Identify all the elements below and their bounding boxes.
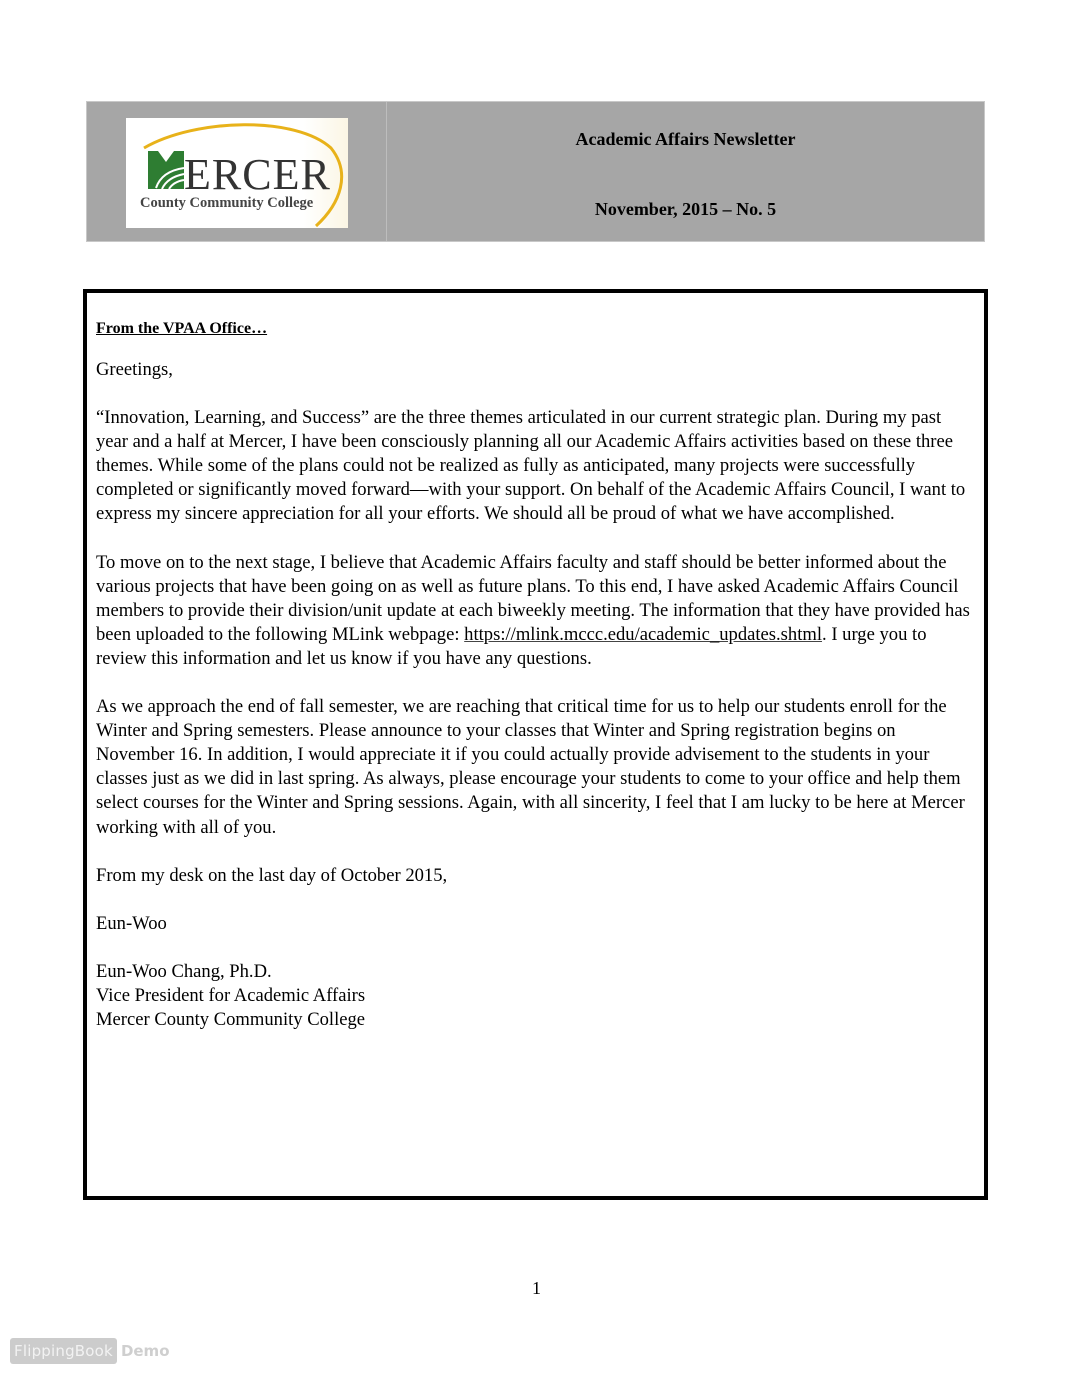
logo-wordmark: ERCER: [184, 150, 331, 199]
logo-subtitle: County Community College: [140, 195, 314, 211]
paragraph-updates-text: To move on to the next stage, I believe that Academic Affairs faculty and staff should be better informed about the various projects that have been going on as well as future plans. To this end, I have asked Academic Affairs Council members to provide their division/unit update at each biweekly meeting. The information that they have provided has been uploaded to the following MLink webpage:: [96, 551, 970, 645]
mercer-logo-graphic: [126, 118, 348, 228]
signature-title: Vice President for Academic Affairs: [96, 984, 366, 1006]
watermark-badge: FlippingBook: [10, 1338, 117, 1364]
signature-institution: Mercer County Community College: [96, 1008, 366, 1030]
newsletter-header: [86, 101, 985, 242]
header-title-cell: [387, 102, 984, 241]
signature-short: Eun-Woo: [96, 912, 167, 934]
letter-box: [83, 289, 988, 1200]
mercer-logo: [126, 118, 348, 228]
newsletter-title: Academic Affairs Newsletter: [575, 129, 796, 149]
mercer-m-icon: [148, 151, 184, 189]
section-heading: From the VPAA Office…: [96, 320, 268, 337]
watermark-demo-label: Demo: [120, 1342, 170, 1360]
page-number: 1: [532, 1278, 541, 1298]
header-logo-cell: [87, 102, 387, 241]
paragraph-themes: “Innovation, Learning, and Success” are the three themes articulated in our current strategic plan. During my past year and a half at Mercer, I have been consciously planning all our Academic Affairs activities based on these three themes. While some of the plans could not be realized as fully as anticipated, many projects were successfully completed or significantly moved forward—with your support. On behalf of the Academic Affairs Council, I want to express my sincere appreciation for all your efforts. We should all be proud of what we have accomplished.: [96, 407, 966, 525]
letter-content: [96, 319, 976, 1032]
closing-line: From my desk on the last day of October 2015,: [96, 864, 448, 886]
newsletter-issue: November, 2015 – No. 5: [594, 199, 777, 219]
signature-name: Eun-Woo Chang, Ph.D.: [96, 960, 272, 982]
academic-updates-link[interactable]: https://mlink.mccc.edu/academic_updates.shtml: [464, 623, 823, 645]
greeting: Greetings,: [96, 359, 173, 380]
paragraph-updates: [96, 551, 976, 671]
paragraph-updates-text-end: . I urge you to review this information and let us know if you have any questions.: [96, 623, 927, 669]
flippingbook-watermark[interactable]: [10, 1338, 170, 1364]
paragraph-registration: As we approach the end of fall semester, we are reaching that critical time for us to help our students enroll for the Winter and Spring semesters. Please announce to your classes that Winter and Spring registration begins on November 16. In addition, I would appreciate it if you could actually provide advisement to the students in your classes just as we did in last spring. As always, please encourage your students to come to your office and help them select courses for the Winter and Spring sessions. Again, with all sincerity, I feel that I am lucky to be here at Mercer working with all of you.: [96, 696, 965, 838]
